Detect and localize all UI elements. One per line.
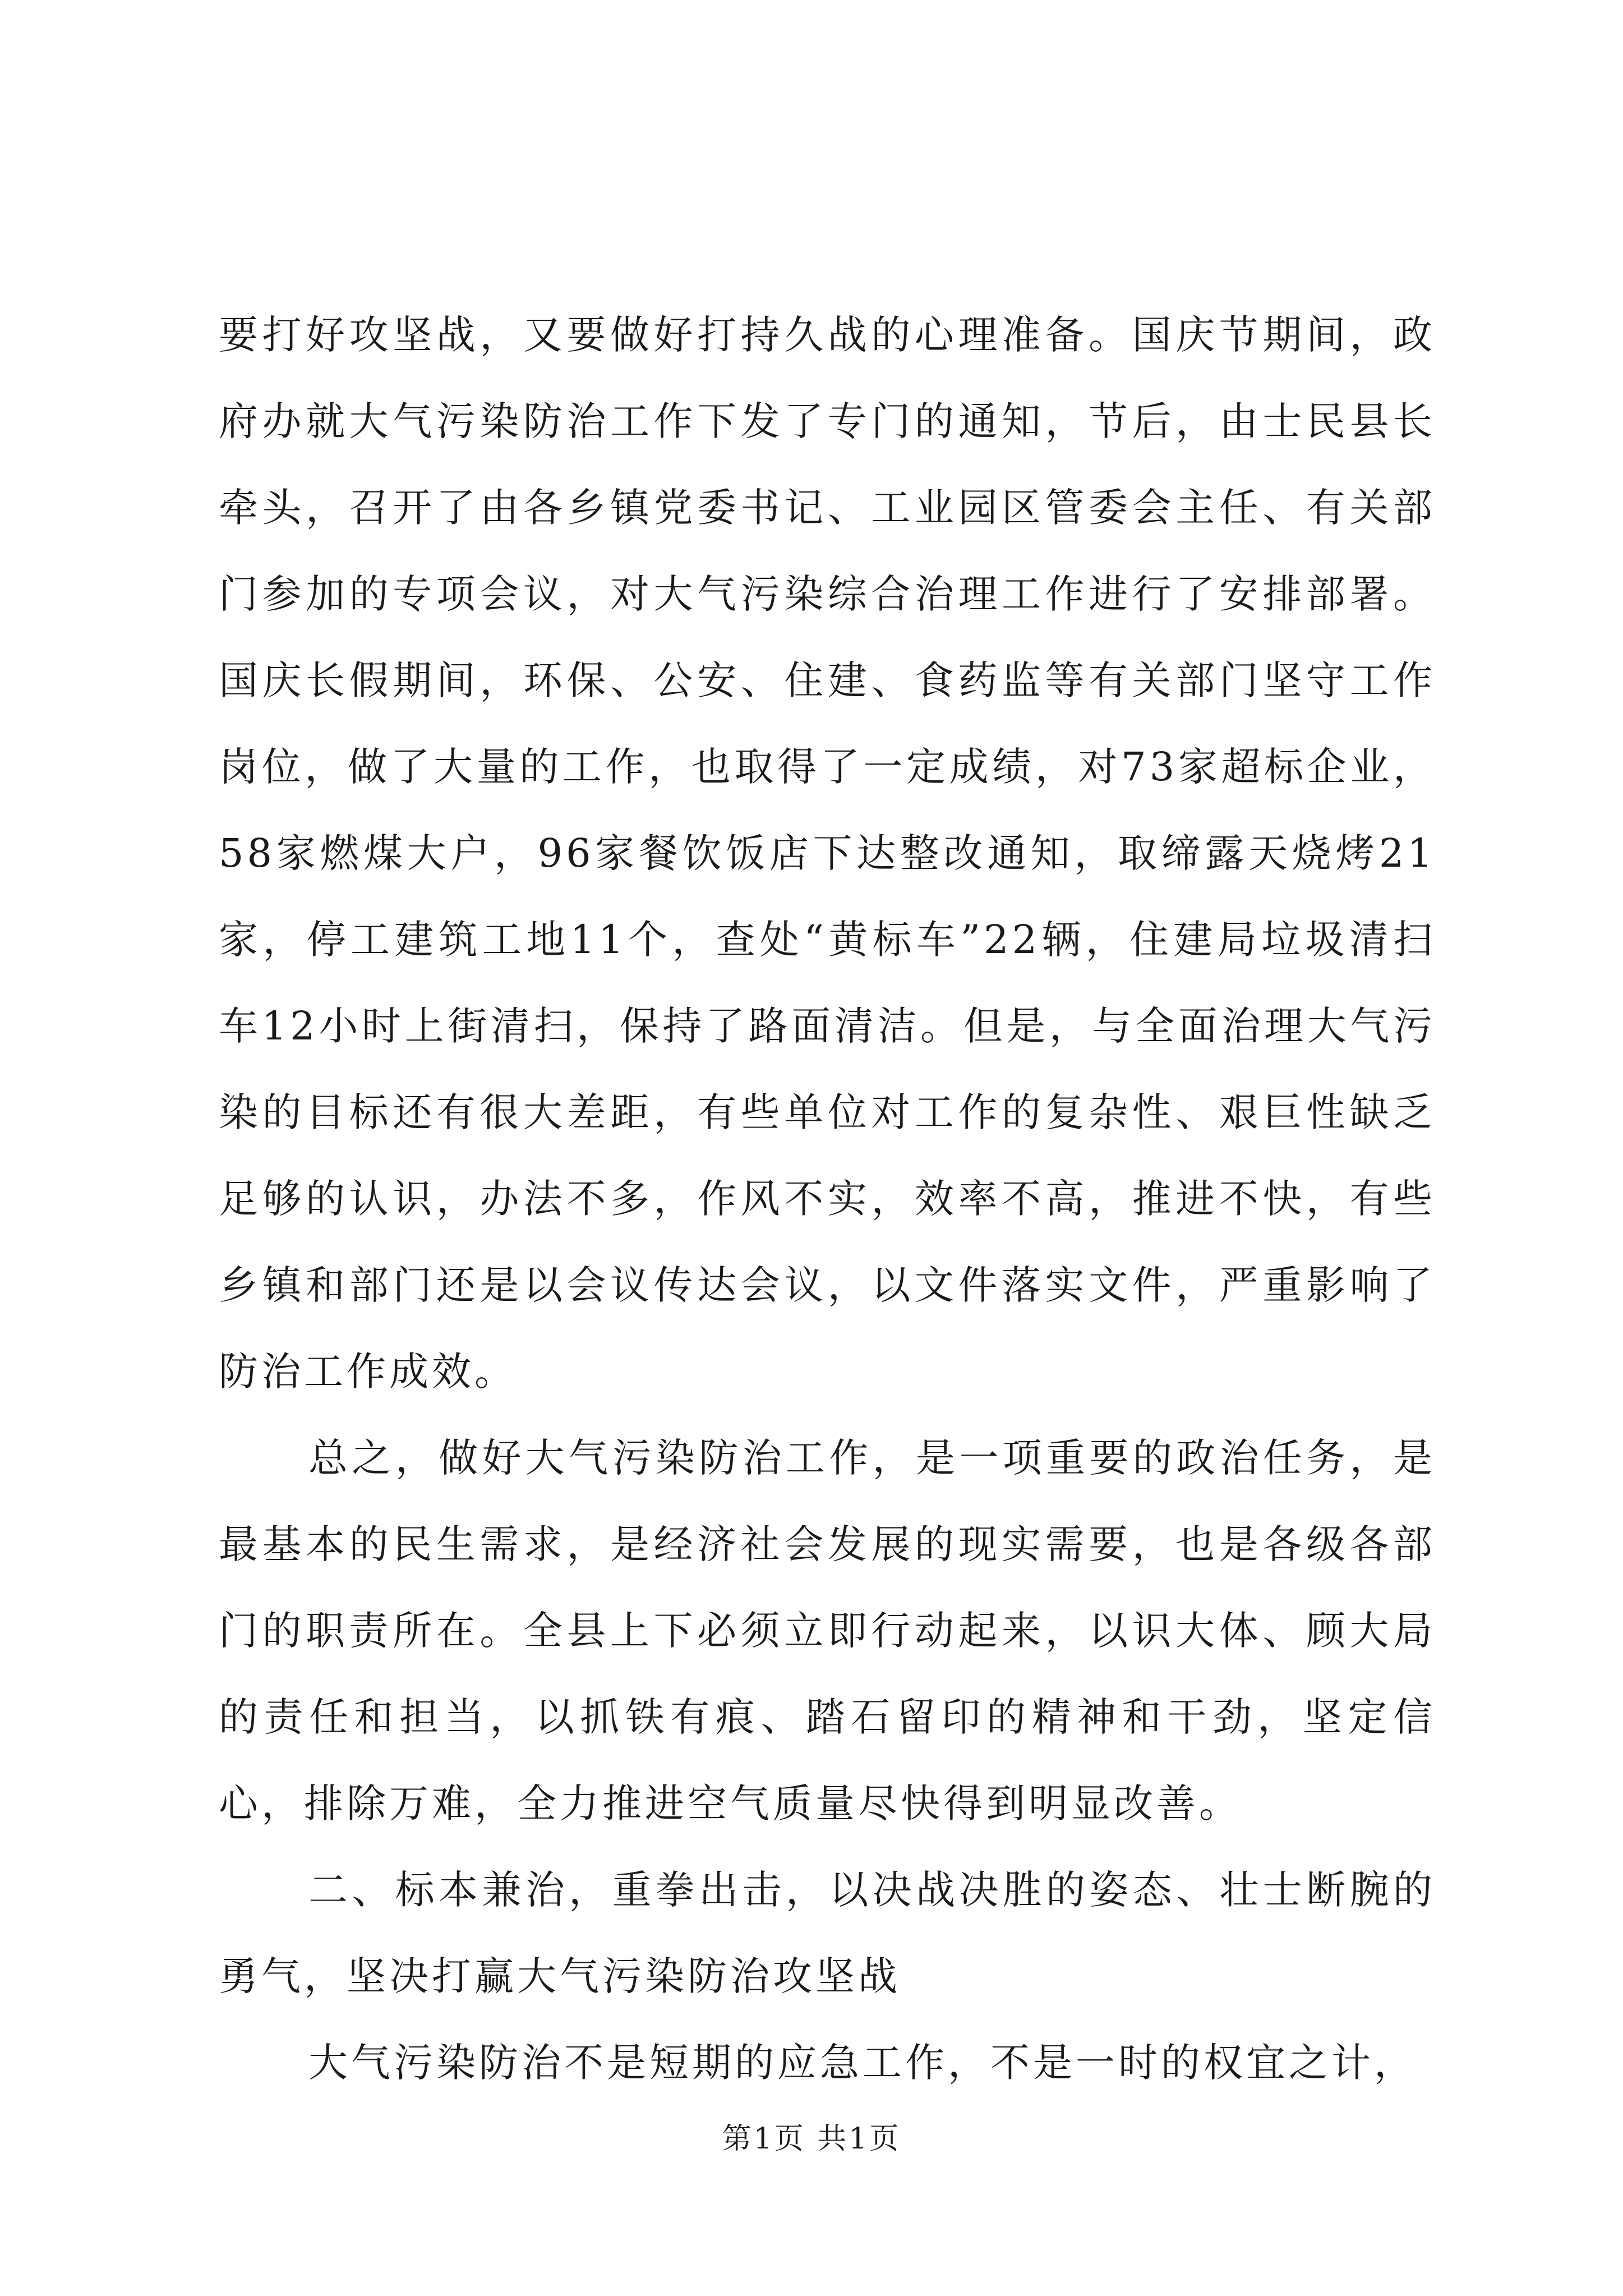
page-number-footer: 第1页 共1页 — [722, 2122, 901, 2156]
section-heading: 二、标本兼治，重拳出击，以决战决胜的姿态、壮士断腕的勇气，坚决打赢大气污染防治攻坚战 — [219, 1867, 1436, 1999]
paragraph-3: 大气污染防治不是短期的应急工作，不是一时的权宜之计， — [308, 2040, 1417, 2086]
document-body — [219, 292, 1436, 2106]
paragraph-2: 总之，做好大气污染防治工作，是一项重要的政治任务，是最基本的民生需求，是经济社会发展的现实需要，也是各级各部门的职责所在。全县上下必须立即行动起来，以识大体、顾大局的责任和担当，以抓铁有痕、踏石留印的精神和干劲，坚定信心，排除万难，全力推进空气质量尽快得到明显改善。 — [219, 1435, 1436, 1826]
paragraph-1: 要打好攻坚战，又要做好打持久战的心理准备。国庆节期间，政府办就大气污染防治工作下发了专门的通知，节后，由士民县长牵头，召开了由各乡镇党委书记、工业园区管委会主任、有关部门参加的专项会议，对大气污染综合治理工作进行了安排部署。国庆长假期间，环保、公安、住建、食药监等有关部门坚守工作岗位，做了大量的工作，也取得了一定成绩，对73家超标企业，58家燃煤大户，96家餐饮饭店下达整改通知，取缔露天烧烤21家，停工建筑工地11个，查处“黄标车”22辆，住建局垃圾清扫车12小时上街清扫，保持了路面清洁。但是，与全面治理大气污染的目标还有很大差距，有些单位对工作的复杂性、艰巨性缺乏足够的认识，办法不多，作风不实，效率不高，推进不快，有些乡镇和部门还是以会议传达会议，以文件落实文件，严重影响了防治工作成效。 — [219, 312, 1436, 1395]
